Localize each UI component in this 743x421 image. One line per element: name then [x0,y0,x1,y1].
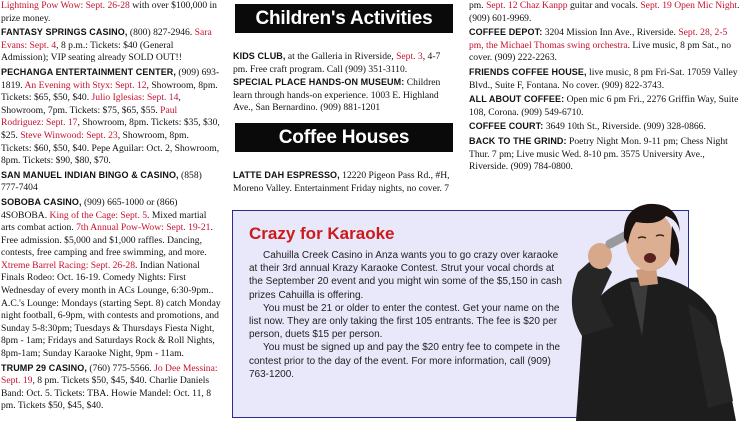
listing-lightning-powwow: Lightning Pow Wow: Sept. 26-28 with over $100,000 in prize money. [1,0,217,24]
column-coffee-continued [469,0,741,175]
section-header-children: Children's Activities [235,4,453,33]
listing-san-manuel: SAN MANUEL INDIAN BINGO & CASINO, (858) 777-7404 [1,169,202,194]
listing-fantasy-springs: FANTASY SPRINGS CASINO, (800) 827-2946. Sara Evans: Sept. 4, 8 p.m.: Tickets: $40 (General Admission); VIP seating already SOLD OUT!! [1,27,212,64]
listing-special-place: SPECIAL PLACE HANDS-ON MUSEUM: Children learn through hands-on experience. 1003 E. Highland Ave., San Bernardino. (909) 881-1201 [233,77,441,114]
section-header-coffee: Coffee Houses [235,123,453,152]
listing-back-to-the-grind: BACK TO THE GRIND: Poetry Night Mon. 9-11 pm; Chess Night Thur. 7 pm; Live music Wed. 8-10 pm. 3575 University Ave., Riverside. (909) 784-0800. [469,135,728,173]
karaoke-paragraph: You must be signed up and pay the $20 entry fee to compete in the contest prior to the day of the event. For more information, call (909) 763-1200. [249,342,561,380]
karaoke-article [249,249,569,381]
karaoke-title: Crazy for Karaoke [249,224,395,243]
listing-friends-coffee: FRIENDS COFFEE HOUSE, live music, 8 pm Fri-Sat. 17059 Valley Blvd., Suite F, Fontana. No cover. (909) 822-3743. [469,66,738,91]
listing-coffee-depot: COFFEE DEPOT: 3204 Mission Inn Ave., Riverside. Sept. 28, 2-5 pm, the Michael Thomas swing orchestra. Live music, 8 pm Sat., no cover. (909) 222-2263. [469,27,732,64]
listing-kids-club: KIDS CLUB, at the Galleria in Riverside, Sept. 3, 4-7 pm. Free craft program. Call (909) 351-3110. [233,51,441,75]
karaoke-paragraph: You must be 21 or older to enter the contest. Get your name on the list now. They are only taking the first 105 entrants. The fee is $20 per person, duets $15 per person. [249,302,560,341]
karaoke-paragraph: Cahuilla Creek Casino in Anza wants you to go crazy over karaoke at their 3rd annual Krazy Karaoke Contest. Strut your vocal chords at the September 20 event and you might win some of the $5,150 in cash prizes Cahuilla is offering. [249,250,562,301]
column-coffee [233,169,455,195]
listing-coffee-court: COFFEE COURT: 3649 10th St., Riverside. (909) 328-0866. [469,121,706,133]
column-casinos [1,0,221,414]
listing-pechanga: PECHANGA ENTERTAINMENT CENTER, (909) 693-1819. An Evening with Styx: Sept. 12, Showroom, 8pm. Tickets: $65, $50, $40. Julio Iglesias: Sept. 14, Showroom, 7pm. Tickets: $75, $65, $55. Paul Rodriguez: Sept. 17, Showroom, 8pm. Tickets: $35, $30, $25. Steve Winwood: Sept. 23, Showroom, 8pm. Tickets: $60, $50, $40. Pepe Aguilar: Oct. 2, Showroom, 8pm. Tickets: $90, $80, $70. [1,66,220,167]
column-children [233,50,455,115]
singer-photo [538,186,743,421]
listing-latte-dah-cont: pm. Sept. 12 Chaz Kanpp guitar and vocals. Sept. 19 Open Mic Night. (909) 601-9969. [469,0,740,24]
listing-trump-29: TRUMP 29 CASINO, (760) 775-5566. Jo Dee Messina: Sept. 19, 8 pm. Tickets $50, $45, $40. Charlie Daniels Band: Oct. 5. Tickets: TBA. Howie Mandel: Oct. 11, 8 pm. Tickets $50, $45, $40. [1,362,218,412]
listing-all-about-coffee: ALL ABOUT COFFEE: Open mic 6 pm Fri., 2276 Griffin Way, Suite 108, Corona. (909) 549-6710. [469,94,739,118]
listing-latte-dah: LATTE DAH ESPRESSO, 12220 Pigeon Pass Rd., #H, Moreno Valley. Entertainment Friday nights, no cover. 7 [233,170,450,194]
listing-soboba: SOBOBA CASINO, (909) 665-1000 or (866) 4SOBOBA. King of the Cage: Sept. 5. Mixed martial arts combat action. 7th Annual Pow-Wow: Sept. 19-21. Free admission. $5,000 and $1,000 raffles. Dancing, contests, free camping and free swimming, and more. Xtreme Barrel Racing: Sept. 26-28. Indian National Finals Rodeo: Oct. 16-19. Comedy Nights: First Wednesday of every month in ACs Lounge, 6:30-9pm.. A.C.'s Lounge: Mondays (starting Sept. 8) catch Monday night football, 6-9pm, with contests and promotions, and Sunday 5-8:30pm; Tuesdays & Thursdays Fiesta Night, 8pm - 1am; Fridays and Saturdays Rock & Roll Nights, 8pm-1am; Sunday Karaoke Night, 9pm - 11am. [1,196,221,360]
